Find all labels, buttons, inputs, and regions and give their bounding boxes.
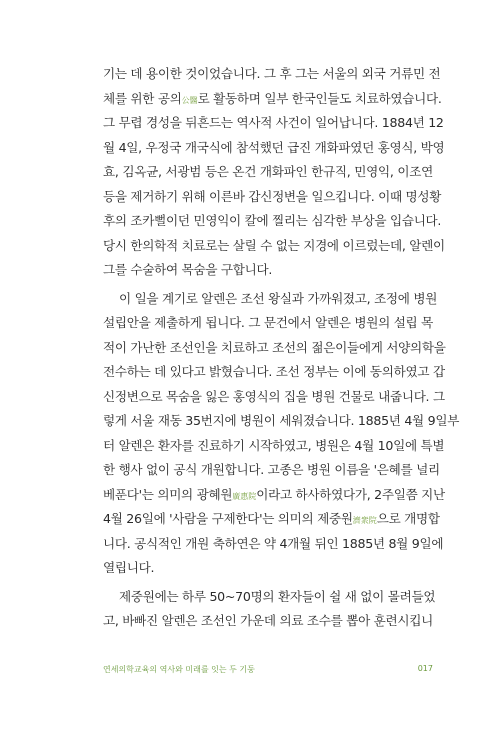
text-segment: 후의 조카뻘이던 민영익이 칼에 찔리는 심각한 부상을 입습니다. (103, 213, 442, 228)
text-line (103, 258, 433, 283)
text-line (103, 62, 441, 87)
text-segment: 기는 데 용이한 것이었습니다. 그 후 그는 서울의 외국 거류민 전 (103, 66, 441, 81)
paragraph (103, 585, 436, 634)
text-segment: 등을 제거하기 위해 이른바 갑신정변을 일으킵니다. 이때 명성황 (103, 188, 442, 204)
text-segment: 이 일을 계기로 알렌은 조선 왕실과 가까워졌고, 조정에 병원 (119, 290, 438, 306)
text-segment: 베푼다'는 의미의 광혜원 (103, 486, 233, 502)
paragraph (103, 62, 445, 283)
text-line (103, 209, 442, 234)
text-segment: 적이 가난한 조선인을 치료하고 조선의 젊은이들에게 서양의학을 (103, 339, 446, 355)
text-segment: 효, 김옥균, 서광범 등은 온건 개화파인 한규직, 민영익, 이조연 (103, 164, 433, 179)
text-segment: 고, 바빠진 알렌은 조선인 가운데 의료 조수를 뽑아 훈련시킵니 (103, 613, 433, 628)
text-line (103, 360, 445, 385)
text-line (103, 336, 446, 361)
text-segment: 제중원에는 하루 50~70명의 환자들이 쉴 새 없이 몰려들었 (119, 588, 436, 604)
text-line (103, 434, 445, 459)
text-line (103, 111, 444, 136)
page-footer (103, 664, 433, 678)
text-line (103, 287, 438, 312)
text-segment: 전수하는 데 있다고 밝혔습니다. 조선 정부는 이에 동의하였고 갑 (103, 364, 445, 379)
text-segment: 설립안을 제출하게 됩니다. 그 문건에서 알렌은 병원의 설립 목 (103, 315, 433, 330)
text-line (103, 160, 433, 185)
text-segment: 이라고 하사하였다가, 2주일쯤 지난 (256, 486, 445, 502)
page-number: 017 (417, 664, 433, 673)
text-segment: 당시 한의학적 치료로는 살릴 수 없는 지경에 이르렀는데, 알렌이 (103, 237, 445, 253)
text-segment: 신정변으로 목숨을 잃은 홍영식의 집을 병원 건물로 내줍니다. 그 (103, 388, 445, 404)
text-line (103, 585, 436, 610)
text-line (103, 385, 445, 410)
text-segment: 로 활동하며 일부 한국인들도 치료하였습니다. (197, 90, 442, 106)
text-segment: 터 알렌은 환자를 진료하기 시작하였고, 병원은 4월 10일에 특별 (103, 437, 445, 453)
text-line (103, 87, 442, 112)
text-segment: 으로 개명합 (376, 511, 440, 526)
text-segment: 니다. 공식적인 개원 축하연은 약 4개월 뒤인 1885년 8월 9일에 (103, 535, 444, 551)
hanja-annotation: 公醫 (181, 95, 198, 105)
paragraph (103, 287, 460, 581)
text-segment: 렇게 서울 재동 35번지에 병원이 세워졌습니다. 1885년 4월 9일부 (103, 413, 460, 428)
text-segment: 열립니다. (103, 560, 155, 575)
text-line (103, 507, 440, 532)
text-segment: 한 행사 없이 공식 개원합니다. 고종은 병원 이름을 '은혜를 널리 (103, 462, 440, 477)
text-line (103, 409, 460, 434)
text-line (103, 483, 445, 508)
text-line (103, 136, 445, 161)
text-segment: 체를 위한 공의 (103, 90, 182, 106)
body-text (103, 62, 460, 634)
text-segment: 그 무렵 경성을 뒤흔드는 역사적 사건이 일어납니다. 1884년 12 (103, 115, 444, 130)
text-segment: 월 4일, 우정국 개국식에 참석했던 급진 개화파였던 홍영식, 박영 (103, 139, 445, 155)
text-segment: 4월 26일에 '사람을 구제한다'는 의미의 제중원 (103, 511, 353, 526)
text-line (103, 609, 433, 634)
text-segment: 그를 수술하여 목숨을 구합니다. (103, 262, 273, 277)
text-line (103, 185, 442, 210)
text-line (103, 311, 433, 336)
text-line (103, 458, 440, 483)
text-line (103, 532, 444, 557)
text-line (103, 234, 445, 259)
running-title: 연세의학교육의 역사와 미래를 잇는 두 기둥 (103, 665, 255, 674)
text-line (103, 556, 433, 581)
hanja-annotation: 濟衆院 (352, 516, 377, 525)
hanja-annotation: 廣惠院 (232, 491, 257, 501)
